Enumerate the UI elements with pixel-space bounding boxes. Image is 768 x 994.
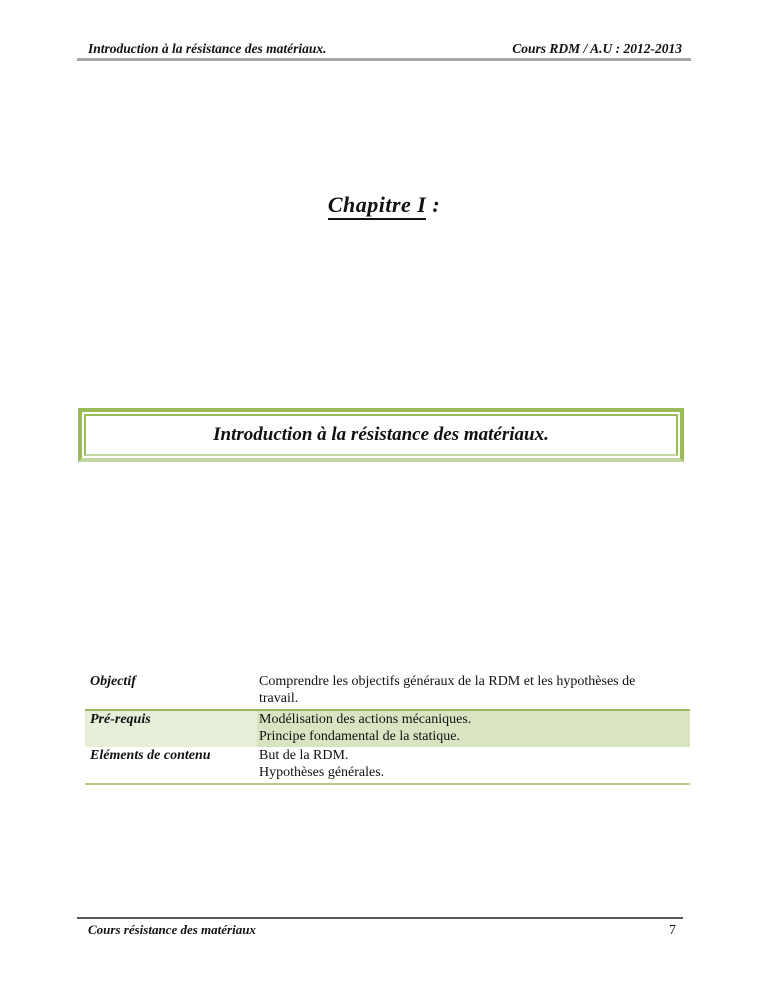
page-number: 7 xyxy=(669,923,676,938)
content-line: Comprendre les objectifs généraux de la RDM et les hypothèses de xyxy=(259,674,636,689)
row-content xyxy=(257,747,690,784)
chapter-title-box-inner xyxy=(84,414,678,456)
chapter-heading-text: Chapitre I xyxy=(328,192,427,220)
footer-rule xyxy=(77,917,683,919)
row-content xyxy=(257,673,690,710)
row-label: Eléments de contenu xyxy=(85,747,257,784)
table-row-objectif xyxy=(85,673,690,710)
row-label: Pré-requis xyxy=(85,710,257,747)
table-row-prerequis xyxy=(85,710,690,747)
chapter-heading xyxy=(0,192,768,218)
header-right-course-info: Cours RDM / A.U : 2012-2013 xyxy=(512,41,682,56)
chapter-heading-colon: : xyxy=(426,192,441,217)
chapter-summary-table xyxy=(85,673,690,785)
table-row-elements-de-contenu xyxy=(85,747,690,784)
content-line: But de la RDM. xyxy=(259,748,349,763)
row-content xyxy=(257,710,690,747)
header-rule xyxy=(77,58,691,61)
header-left-title: Introduction à la résistance des matériaux. xyxy=(88,41,327,56)
content-line: Modélisation des actions mécaniques. xyxy=(259,712,472,727)
chapter-title-text: Introduction à la résistance des matériaux. xyxy=(213,424,549,445)
footer-course-title: Cours résistance des matériaux xyxy=(88,922,256,937)
content-line: Hypothèses générales. xyxy=(259,764,385,780)
content-line: Principe fondamental de la statique. xyxy=(259,728,460,744)
page-footer xyxy=(88,922,676,939)
row-label: Objectif xyxy=(90,674,136,689)
content-line: travail. xyxy=(259,690,299,706)
chapter-title-box xyxy=(78,408,684,462)
page-header xyxy=(88,41,682,57)
